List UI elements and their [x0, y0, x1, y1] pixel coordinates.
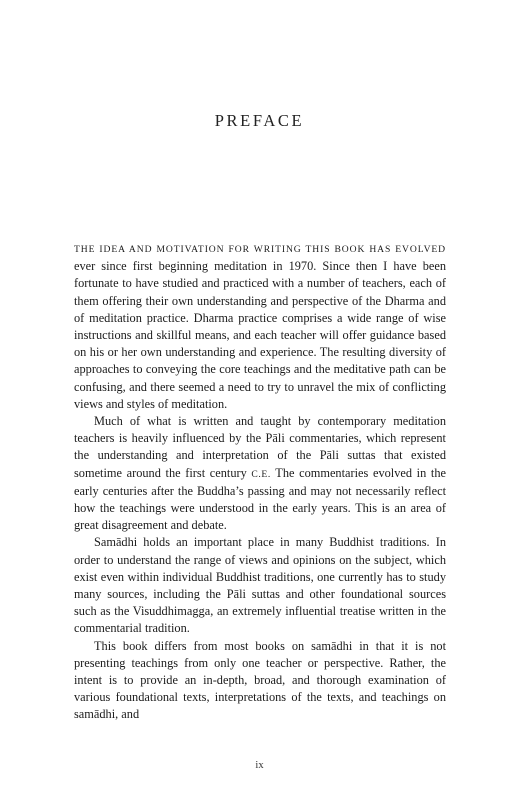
paragraph-1	[74, 240, 446, 413]
page-number: ix	[255, 760, 264, 771]
paragraph-2	[74, 413, 446, 534]
paragraph-1-text: ever since first beginning meditation in 1970. Since then I have been fortunate to have studied and practiced with a number of teachers, each of them offering their own understanding and perspective of the Dharma and of meditation practice. Dharma practice comprises a wide range of wise instructions and skillful means, and each teacher will offer guidance based on his or her own understanding and experience. The resulting diversity of approaches to conveying the core teachings and the meditative path can be confusing, and there seemed a need to try to unravel the mix of conflicting views and styles of meditation.	[74, 259, 446, 411]
era-abbreviation: C.E.	[251, 468, 271, 480]
opening-small-caps: THE IDEA AND MOTIVATION FOR WRITING THIS BOOK HAS EVOLVED	[74, 244, 446, 255]
paragraph-2-text-after: The commentaries evolved in the early centuries after the Buddha’s passing and may not necessarily reflect how the teachings were understood in the early years. This is an area of great disagreement and debate.	[74, 465, 446, 533]
paragraph-4: This book differs from most books on samādhi in that it is not presenting teachings from only one teacher or perspective. Rather, the intent is to provide an in-depth, broad, and thorough examination of various foundational texts, interpretations of the texts, and teachings on samādhi, and	[74, 638, 446, 722]
page-title: PREFACE	[214, 111, 305, 130]
paragraph-3: Samādhi holds an important place in many Buddhist traditions. In order to understand the range of views and opinions on the subject, which exist even within individual Buddhist traditions, one currently has to study many sources, including the Pāli suttas and other foundational sources such as the Visuddhimagga, an extremely influential treatise written in the commentarial tradition.	[74, 535, 446, 636]
preface-body	[74, 240, 446, 724]
paragraph-2-text-before: Much of what is written and taught by contemporary meditation teachers is heavily influenced by the Pāli commentaries, which represent the understanding and interpretation of the Pāli suttas that existed sometime around the first century	[74, 414, 446, 480]
